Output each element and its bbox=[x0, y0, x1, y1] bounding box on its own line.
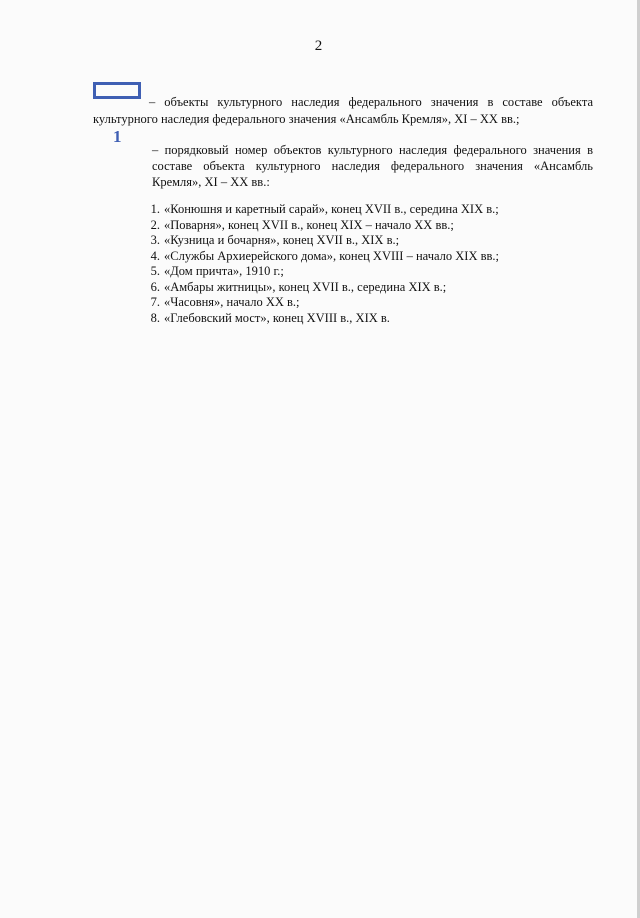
list-item bbox=[132, 295, 499, 311]
list-item-number: 2. bbox=[150, 217, 160, 232]
list-item-text: «Поварня», конец XVII в., конец XIX – начало XX вв.; bbox=[164, 217, 454, 232]
list-item-text: «Амбары житницы», конец XVII в., середина XIX в.; bbox=[164, 279, 447, 294]
heritage-object-list bbox=[132, 202, 499, 326]
legend-number-symbol: 1 bbox=[113, 127, 122, 146]
list-item bbox=[132, 249, 499, 265]
list-item bbox=[132, 233, 499, 249]
list-item-number: 5. bbox=[150, 264, 160, 278]
page-number: 2 bbox=[314, 38, 323, 54]
list-item bbox=[132, 311, 499, 327]
list-item-text: «Службы Архиерейского дома», конец XVIII – начало XIX вв.; bbox=[164, 248, 500, 263]
list-item-text: «Кузница и бочарня», конец XVII в., XIX в.; bbox=[164, 233, 400, 247]
legend-number-description: – порядковый номер объектов культурного наследия федерального значения в составе объекта культурного наследия федерального значения «Ансамбль Кремля», XI – XX вв.: bbox=[152, 143, 593, 189]
list-item-number: 4. bbox=[150, 248, 160, 263]
list-item-number: 1. bbox=[150, 202, 160, 216]
list-item bbox=[132, 202, 499, 218]
list-item-text: «Часовня», начало XX в.; bbox=[164, 295, 300, 309]
list-item-number: 7. bbox=[150, 295, 160, 309]
list-item-text: «Дом причта», 1910 г.; bbox=[164, 264, 284, 278]
list-item-number: 3. bbox=[150, 233, 160, 247]
list-item-text: «Глебовский мост», конец XVIII в., XIX в. bbox=[164, 310, 390, 325]
list-item-text: «Конюшня и каретный сарай», конец XVII в., середина XIX в.; bbox=[164, 202, 499, 216]
list-item bbox=[132, 264, 499, 280]
list-item bbox=[132, 218, 499, 234]
list-item bbox=[132, 280, 499, 296]
list-item-number: 6. bbox=[150, 279, 160, 294]
legend-box-description: – объекты культурного наследия федерального значения в составе объекта культурного наследия федерального значения «Ансамбль Кремля», XI – XX вв.; bbox=[93, 95, 593, 126]
list-item-number: 8. bbox=[150, 310, 160, 325]
